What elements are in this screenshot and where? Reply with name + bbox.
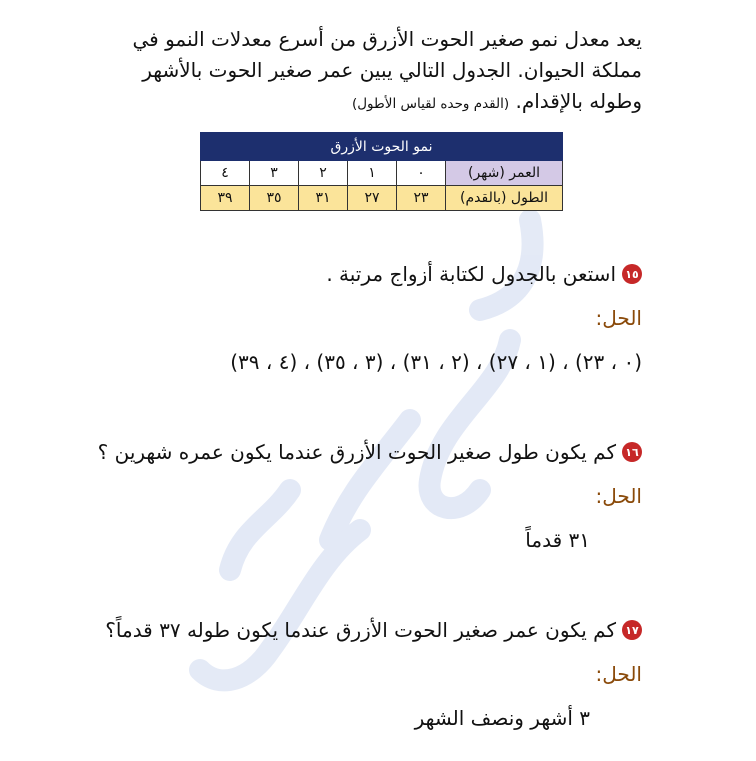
question-text: استعن بالجدول لكتابة أزواج مرتبة . — [326, 262, 616, 286]
age-cell: ١ — [348, 161, 397, 186]
question-text: كم يكون عمر صغير الحوت الأزرق عندما يكون طوله ٣٧ قدماً؟ — [105, 618, 616, 642]
question-number-badge: ١٧ — [622, 620, 642, 640]
solution-label: الحل: — [595, 662, 642, 686]
length-cell: ٢٣ — [397, 186, 446, 211]
length-row — [201, 186, 563, 211]
age-row — [201, 161, 563, 186]
length-cell: ٣٥ — [250, 186, 299, 211]
length-label: الطول (بالقدم) — [446, 186, 563, 211]
answer-15: (٠ ، ٢٣) ، (١ ، ٢٧) ، (٢ ، ٣١) ، (٣ ، ٣٥) ، (٤ ، ٣٩) — [230, 350, 642, 374]
age-label: العمر (شهر) — [446, 161, 563, 186]
whale-growth-table — [200, 132, 563, 211]
solution-label: الحل: — [595, 484, 642, 508]
question-text: كم يكون طول صغير الحوت الأزرق عندما يكون عمره شهرين ؟ — [97, 440, 616, 464]
intro-text: يعد معدل نمو صغير الحوت الأزرق من أسرع معدلات النمو في مملكة الحيوان. الجدول التالي يبين عمر صغير الحوت بالأشهر وطوله بالإقدام. — [132, 27, 642, 113]
age-cell: ٤ — [201, 161, 250, 186]
answer-17: ٣ أشهر ونصف الشهر — [414, 706, 590, 730]
age-cell: ٠ — [397, 161, 446, 186]
solution-label: الحل: — [595, 306, 642, 330]
answer-16: ٣١ قدماً — [525, 528, 590, 552]
table-title: نمو الحوت الأزرق — [201, 133, 563, 161]
length-cell: ٣٩ — [201, 186, 250, 211]
length-cell: ٣١ — [299, 186, 348, 211]
question-number-badge: ١٦ — [622, 442, 642, 462]
question-15 — [326, 262, 642, 286]
question-17 — [105, 618, 642, 642]
question-16 — [98, 440, 642, 464]
intro-note: (القدم وحده لقياس الأطول) — [351, 96, 510, 112]
intro-paragraph — [112, 24, 642, 120]
age-cell: ٢ — [299, 161, 348, 186]
age-cell: ٣ — [250, 161, 299, 186]
question-number-badge: ١٥ — [622, 264, 642, 284]
length-cell: ٢٧ — [348, 186, 397, 211]
